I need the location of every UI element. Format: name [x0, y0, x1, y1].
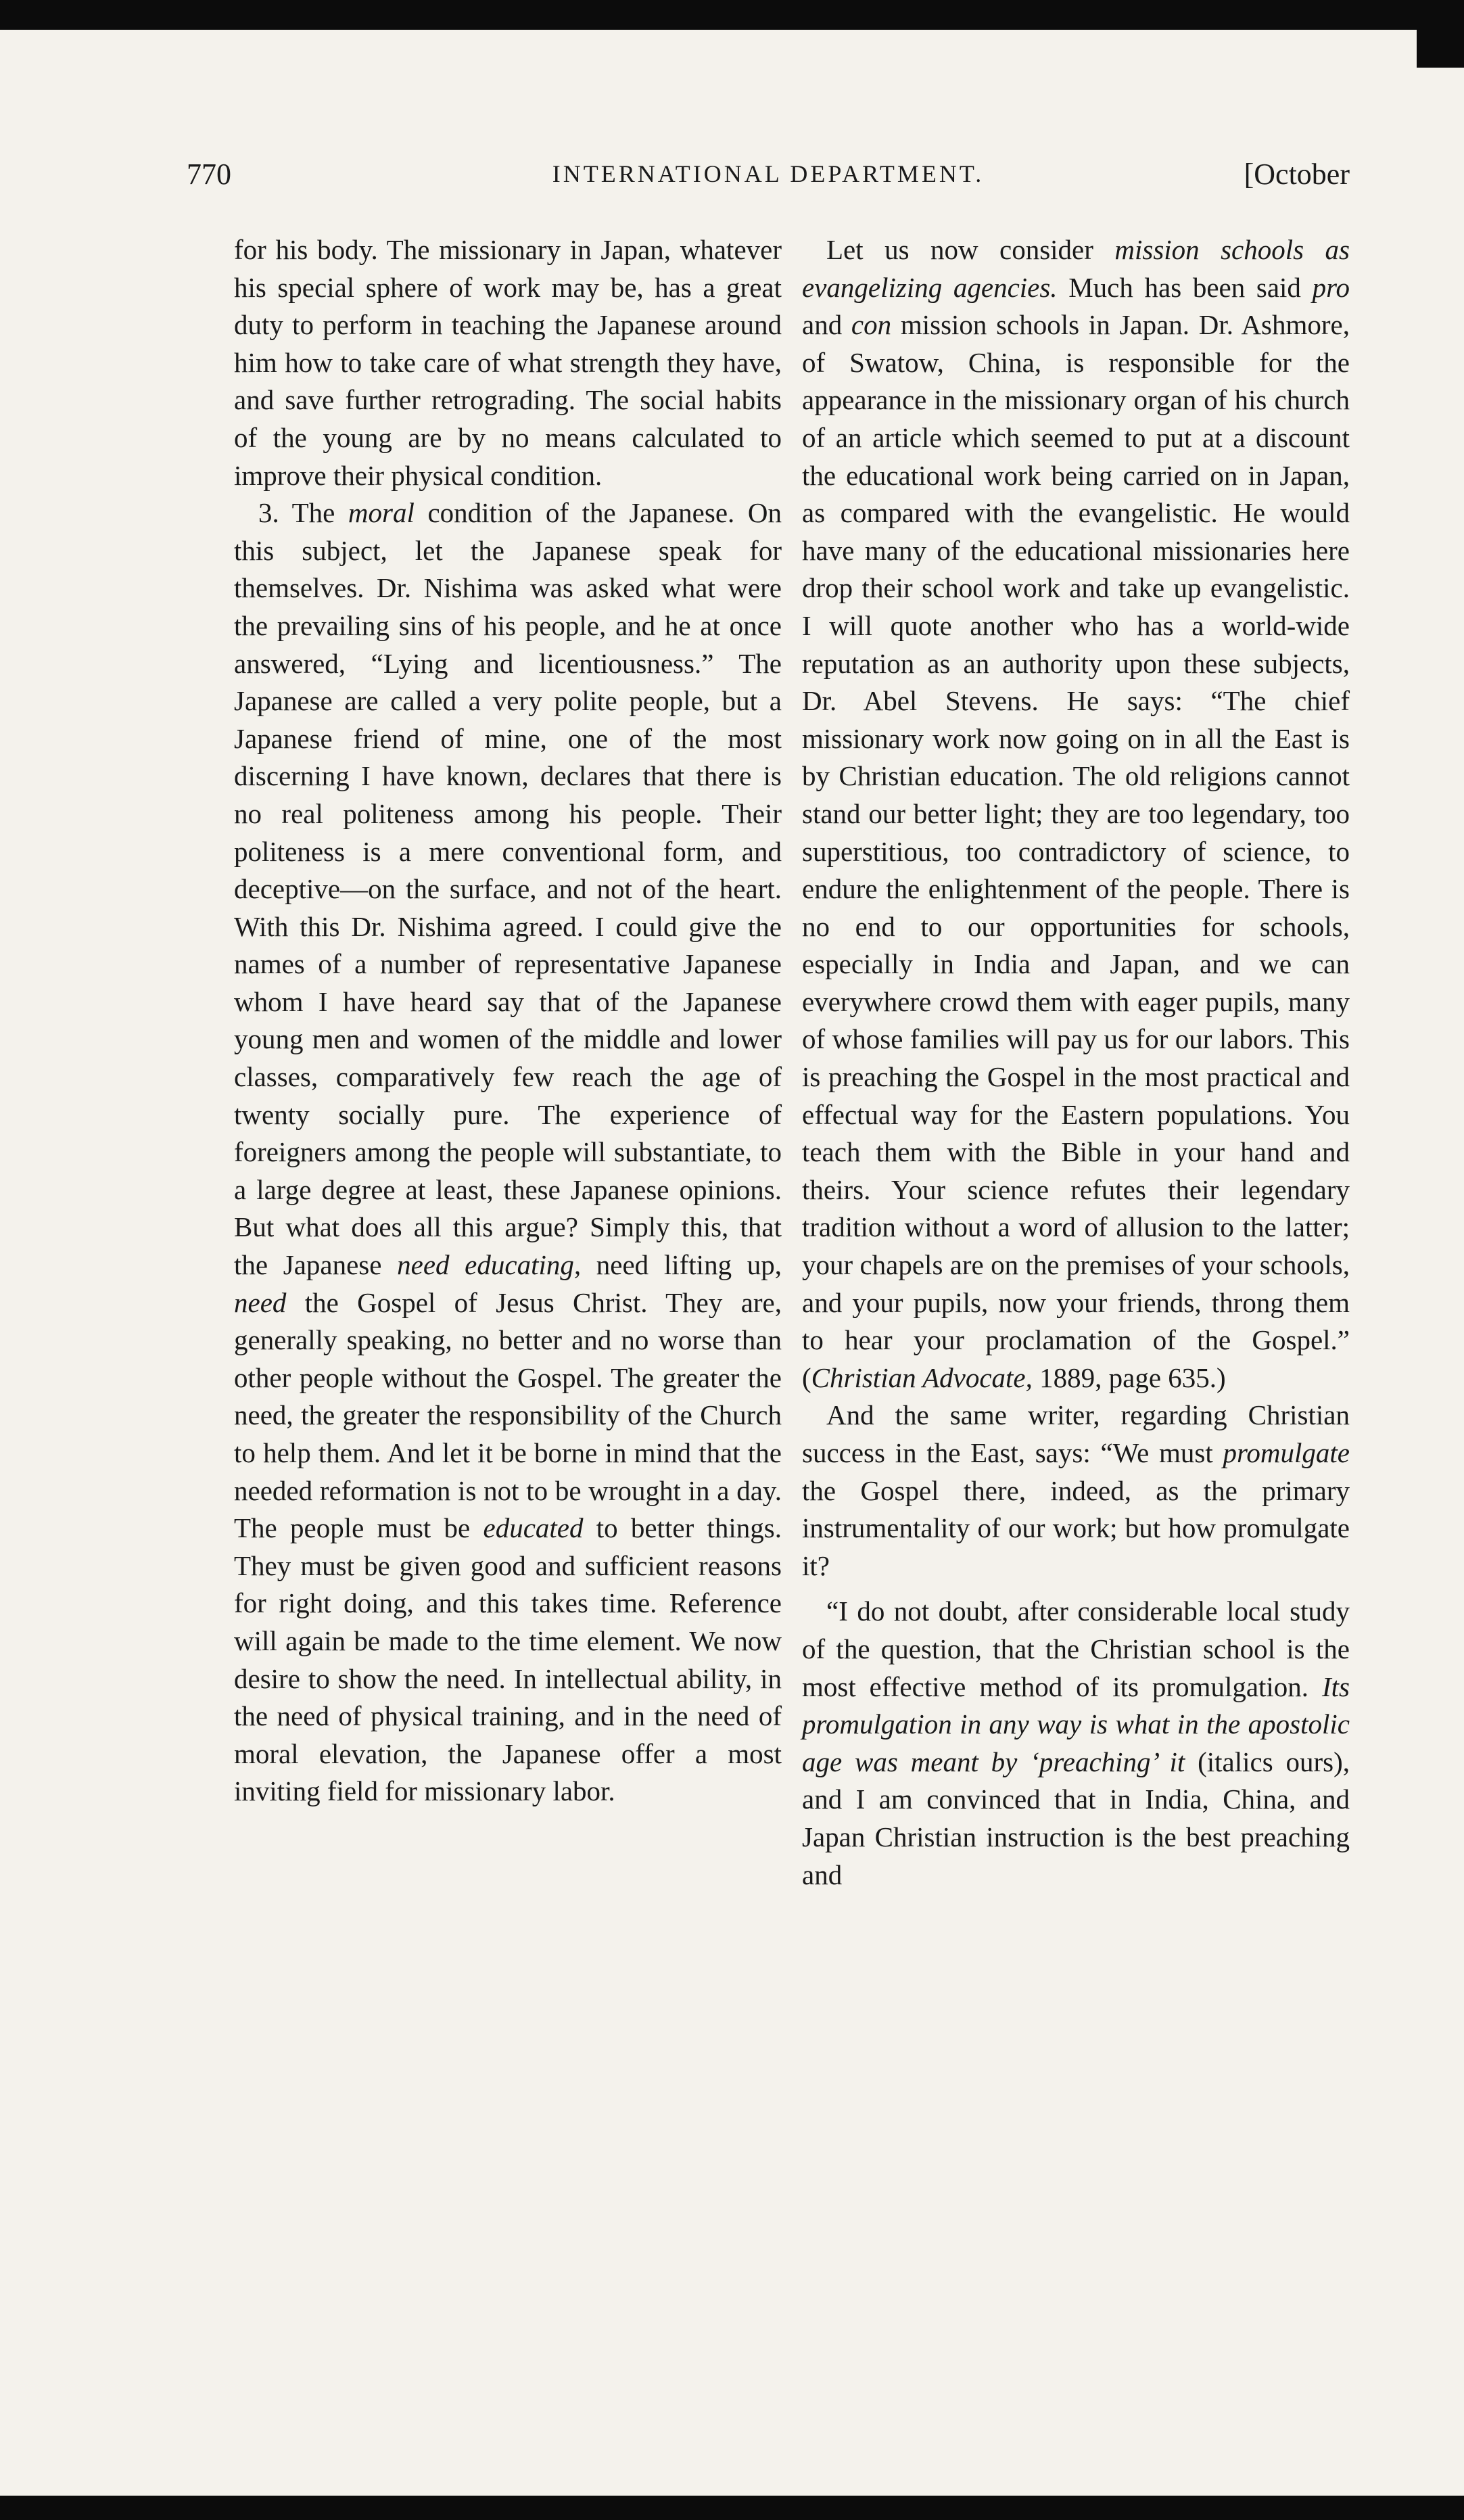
- paragraph: Let us now consider mission schools as evangelizing agencies. Much has been said pro and con mission schools in Japan. Dr. Ashmore, of Swatow, China, is responsible for the appearance in the missionary organ of his church of an article which seemed to put at a discount the educational work being carried on in Japan, as compared with the evangelistic. He would have many of the educational missionaries here drop their school work and take up evangelistic. I will quote another who has a world-wide reputation as an authority upon these subjects, Dr. Abel Stevens. He says: “The chief missionary work now going on in all the East is by Christian education. The old religions cannot stand our better light; they are too legendary, too superstitious, too contradictory of science, to endure the enlightenment of the people. There is no end to our opportunities for schools, especially in India and Japan, and we can everywhere crowd them with eager pupils, many of whose families will pay us for our labors. This is preaching the Gospel in the most practical and effectual way for the Eastern populations. You teach them with the Bible in your hand and theirs. Your science refutes their legendary tradition without a word of allusion to the latter; your chapels are on the premises of your schools, and your pupils, now your friends, throng them to hear your proclamation of the Gospel.” (Christian Advocate, 1889, page 635.): [802, 234, 1350, 1393]
- paragraph: “I do not doubt, after considerable local study of the question, that the Christian school is the most effective method of its promulgation. Its promulgation in any way is what in the apostolic age was meant by ‘preaching’ it (italics ours), and I am convinced that in India, China, and Japan Christian instruction is the best preaching and: [802, 1595, 1350, 1890]
- right-column: [802, 231, 1350, 1894]
- scan-border-bottom: [0, 2496, 1464, 2520]
- scan-border-top: [0, 0, 1464, 30]
- page-number: 770: [187, 158, 231, 191]
- running-head-month: [October: [1244, 158, 1350, 191]
- left-column: [234, 231, 782, 1811]
- paragraph: 3. The moral condition of the Japanese. On this subject, let the Japanese speak for themselves. Dr. Nishima was asked what were the prevailing sins of his people, and he at once answered, “Lying and licentiousness.” The Japanese are called a very polite people, but a Japanese friend of mine, one of the most discerning I have known, declares that there is no real politeness among his people. Their politeness is a mere conventional form, and deceptive—on the surface, and not of the heart. With this Dr. Nishima agreed. I could give the names of a number of representative Japanese whom I have heard say that of the Japanese young men and women of the middle and lower classes, comparatively few reach the age of twenty socially pure. The experience of foreigners among the people will substantiate, to a large degree at least, these Japanese opinions. But what does all this argue? Simply this, that the Japanese need educating, need lifting up, need the Gospel of Jesus Christ. They are, generally speaking, no better and no worse than other people without the Gospel. The greater the need, the greater the responsibility of the Church to help them. And let it be borne in mind that the needed reformation is not to be wrought in a day. The people must be educated to better things. They must be given good and sufficient reasons for right doing, and this takes time. Reference will again be made to the time element. We now desire to show the need. In intellectual ability, in the need of physical training, and in the need of moral elevation, the Japanese offer a most inviting field for missionary labor.: [234, 497, 782, 1807]
- running-head: INTERNATIONAL DEPARTMENT.: [552, 160, 985, 187]
- scan-border-corner: [1417, 0, 1464, 68]
- paragraph: for his body. The missionary in Japan, whatever his special sphere of work may be, has a great duty to perform in teaching the Japanese around him how to take care of what strength they have, and save further retrograding. The social habits of the young are by no means calculated to improve their physical condition.: [234, 234, 782, 491]
- paragraph: And the same writer, regarding Christian success in the East, says: “We must promulgate the Gospel there, indeed, as the primary instrumentality of our work; but how promulgate it?: [802, 1399, 1350, 1581]
- page-header: [187, 157, 1350, 211]
